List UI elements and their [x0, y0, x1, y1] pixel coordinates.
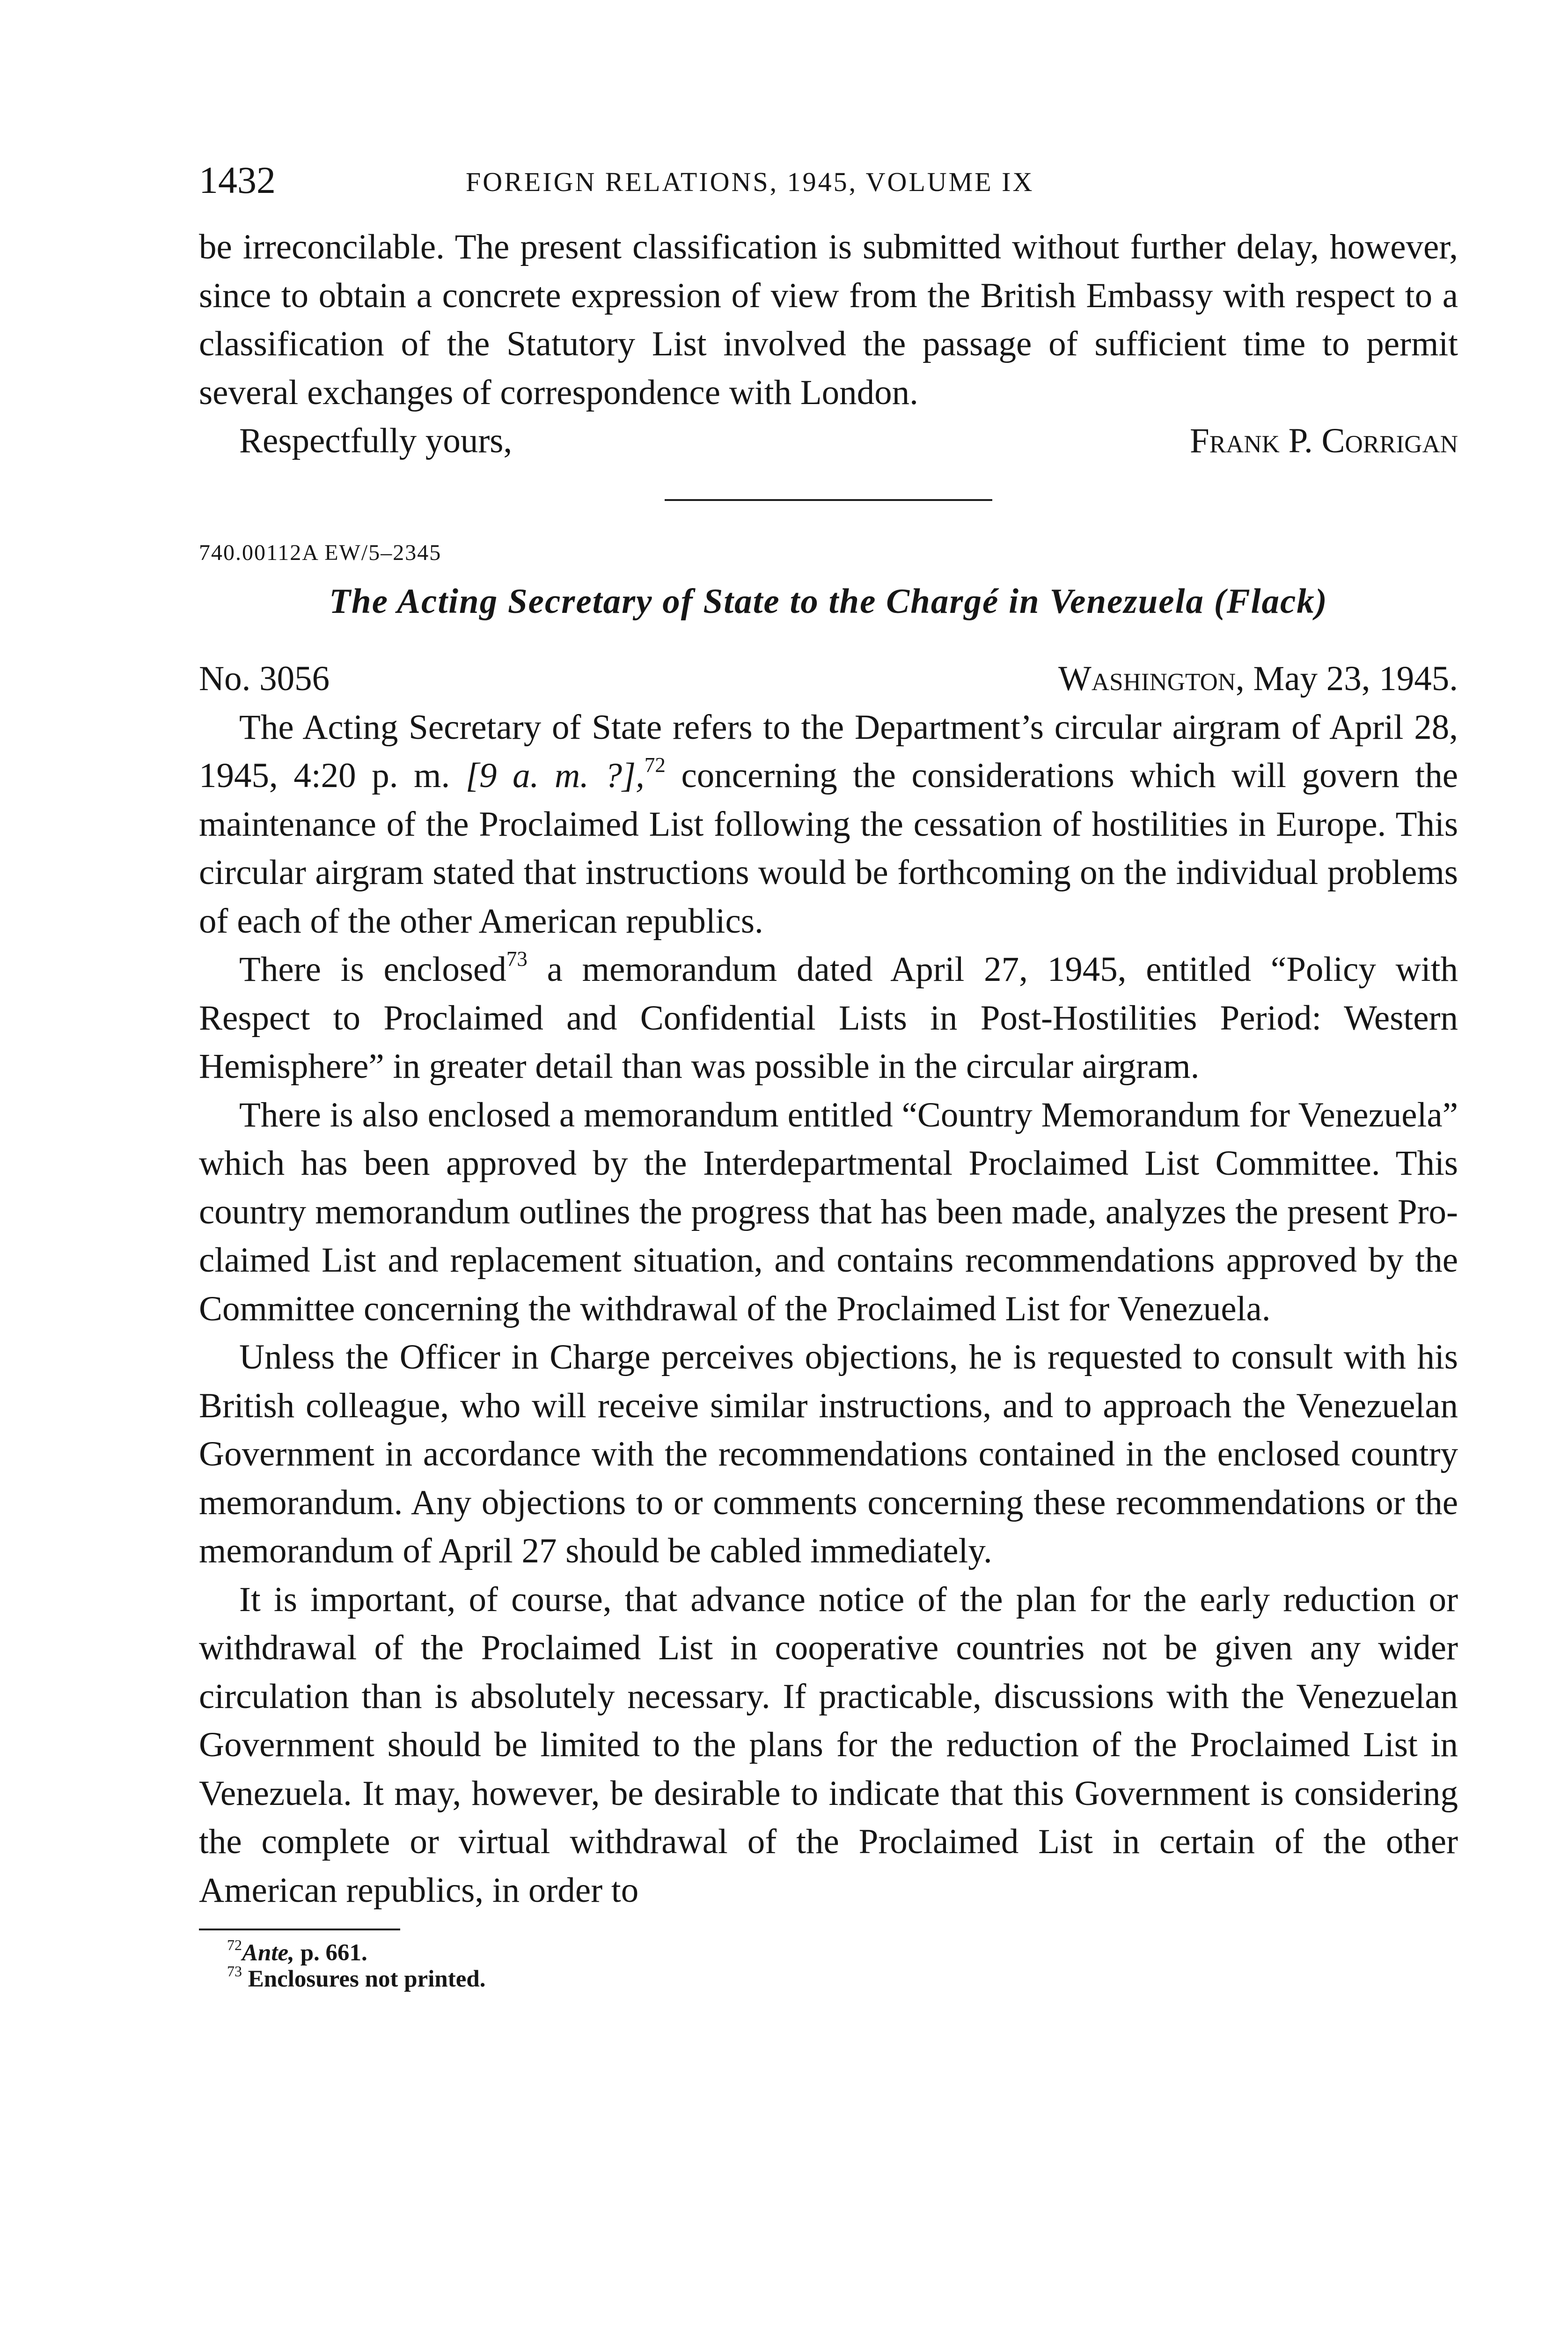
signature: Frank P. Corrigan: [1189, 421, 1458, 460]
new-document: [199, 537, 1458, 1915]
footnote-reference-73: 73: [506, 947, 528, 971]
footnote-divider: [199, 1929, 400, 1930]
section-divider: [665, 499, 992, 501]
footnote-number: 73: [227, 1963, 242, 1980]
continued-paragraph: be irreconcilable. The present classification is submitted without further delay, however, since to obtain a concrete expression of view from the British Embassy with respect to a classification of the Statutory List involved the passage of sufficient time to permit several exchanges of correspondence with London.: [199, 228, 1458, 412]
editorial-bracket: [9 a. m. ?],: [450, 756, 645, 795]
closing-phrase: Respectfully yours,: [239, 421, 513, 460]
paragraph-circular-airgram: [199, 703, 1458, 946]
date: , May 23, 1945.: [1236, 659, 1458, 698]
letter-signoff: [199, 417, 1458, 465]
file-reference: 740.00112A EW/5–2345: [199, 540, 442, 565]
place-and-date: [1058, 655, 1458, 703]
footnote-number: 72: [227, 1936, 242, 1954]
page-header: [199, 155, 1458, 206]
paragraph-1-before-note: The Acting Secretary of State refers to the Department’s circular airgram of April 28, 1945, 4:20 p. m.: [199, 707, 1458, 795]
footnote-72: [227, 1936, 1458, 1966]
footnotes: [227, 1936, 1458, 1993]
footnote-reference-72: 72: [644, 753, 666, 777]
footnote-text: p. 661.: [294, 1940, 367, 1966]
continued-letter: [199, 223, 1458, 465]
paragraph-2-before-note: There is enclosed: [239, 950, 506, 989]
page-number: 1432: [199, 159, 276, 201]
document-title: The Acting Secretary of State to the Chargé in Venezuela (Flack): [329, 582, 1328, 621]
footnote-italic-text: Ante,: [242, 1940, 294, 1966]
document-page: [199, 155, 1458, 1992]
paragraph-advance-notice: It is important, of course, that advance notice of the plan for the early reduction or withdrawal of the Proclaimed List in cooperative countries not be given any wider circulation than is absolutely necessary. If practicable, discussions with the Venezuelan Government should be limited to the plans for the reduction of the Proclaimed List in Venezuela. It may, however, be desirable to indicate that this Government is considering the complete or virtual withdrawal of the Proclaimed List in certain of the other American republics, in order to: [199, 1580, 1458, 1910]
paragraph-enclosed-memorandum: [199, 945, 1458, 1091]
paragraph-country-memorandum: There is also enclosed a memorandum entitled “Country Memorandum for Venezuela” which has been approved by the Interdepartmental Proclaimed List Committee. This country memorandum outlines the progress that has been made, analyzes the present Proclaimed List and replacement situation, and contains recommendations approved by the Committee concerning the withdrawal of the Proclaimed List for Venezuela.: [199, 1095, 1458, 1328]
dateline: [199, 655, 1458, 703]
paragraph-officer-in-charge: Unless the Officer in Charge perceives objections, he is requested to consult with his British colleague, who will receive similar instructions, and to approach the Venezuelan Government in accordance with the recommendations contained in the enclosed country memorandum. Any objections to or comments concerning these recommendations or the memorandum of April 27 should be cabled immediately.: [199, 1338, 1458, 1571]
paragraph-2-after-note: a memorandum dated April 27, 1945, entitled “Policy with Respect to Proclaimed and Confidential Lists in Post-Hostilities Period: Western Hemisphere” in greater detail than was possible in the circular airgram.: [199, 950, 1458, 1086]
paragraph-1-after-note: concerning the considerations which will govern the maintenance of the Proclaimed List following the cessation of hostilities in Europe. This circular airgram stated that instructions would be forthcoming on the individual problems of each of the other American republics.: [199, 756, 1458, 941]
footnote-73: [227, 1963, 1458, 1993]
footnote-text: Enclosures not printed.: [242, 1966, 486, 1993]
running-title: FOREIGN RELATIONS, 1945, VOLUME IX: [466, 167, 1034, 197]
place: Washington: [1058, 659, 1236, 698]
document-number: No. 3056: [199, 659, 330, 698]
